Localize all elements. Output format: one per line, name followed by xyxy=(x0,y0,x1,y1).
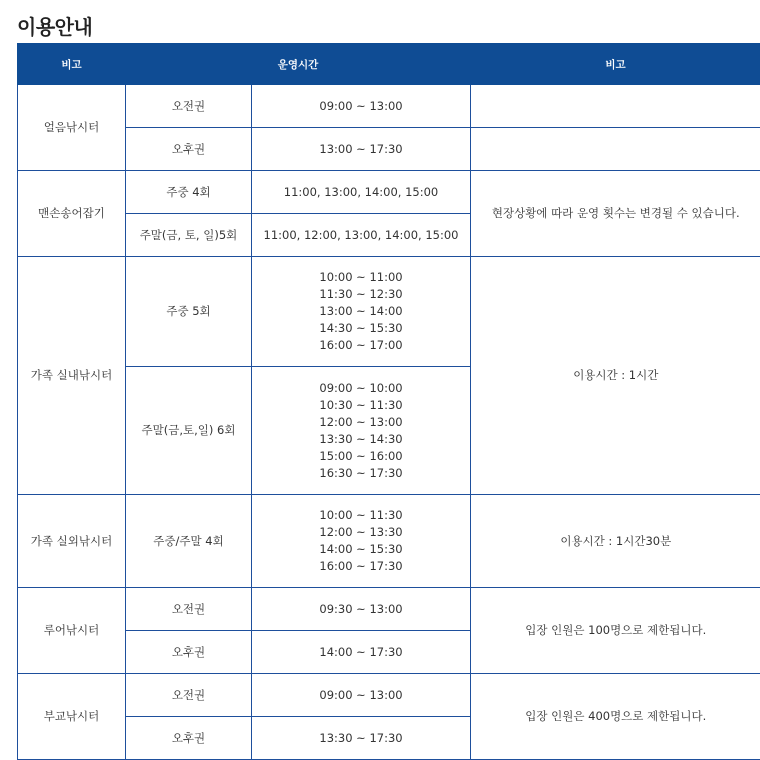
table-row xyxy=(18,674,760,717)
time-list xyxy=(252,495,471,588)
note-cell: 이용시간 : 1시간30분 xyxy=(471,495,760,588)
ticket-label: 오전권 xyxy=(126,674,252,717)
time-slot: 14:00 ~ 15:30 xyxy=(319,542,403,556)
table-row xyxy=(18,588,760,631)
time-slot: 13:00 ~ 14:00 xyxy=(319,304,403,318)
time-slot: 12:00 ~ 13:30 xyxy=(319,525,403,539)
table-row xyxy=(18,128,760,171)
time-slot: 12:00 ~ 13:00 xyxy=(319,414,403,429)
facility-name: 부교낚시터 xyxy=(18,674,126,760)
note-cell: 이용시간 : 1시간 xyxy=(471,257,760,495)
ticket-label: 오전권 xyxy=(126,588,252,631)
ticket-label: 오전권 xyxy=(126,85,252,128)
note-cell: 입장 인원은 100명으로 제한됩니다. xyxy=(471,588,760,674)
table-row xyxy=(18,171,760,214)
facility-name: 루어낚시터 xyxy=(18,588,126,674)
header-note: 비고 xyxy=(471,44,760,85)
facility-name: 맨손송어잡기 xyxy=(18,171,126,257)
time-slot: 13:30 ~ 14:30 xyxy=(319,431,403,446)
ticket-label: 주중/주말 4회 xyxy=(126,495,252,588)
ticket-time: 09:00 ~ 13:00 xyxy=(252,85,471,128)
ticket-time: 14:00 ~ 17:30 xyxy=(252,631,471,674)
note-cell xyxy=(471,85,760,128)
note-cell xyxy=(471,128,760,171)
ticket-label: 주말(금, 토, 일)5회 xyxy=(126,214,252,257)
time-slot: 16:30 ~ 17:30 xyxy=(319,465,403,480)
time-slot: 10:30 ~ 11:30 xyxy=(319,397,403,412)
ticket-time: 09:00 ~ 13:00 xyxy=(252,674,471,717)
schedule-table xyxy=(17,43,760,760)
ticket-time: 11:00, 12:00, 13:00, 14:00, 15:00 xyxy=(252,214,471,257)
time-list xyxy=(252,367,471,495)
time-slot: 15:00 ~ 16:00 xyxy=(319,448,403,463)
ticket-label: 주말(금,토,일) 6회 xyxy=(126,367,252,495)
facility-name: 가족 실외낚시터 xyxy=(18,495,126,588)
time-slot: 16:00 ~ 17:00 xyxy=(319,338,403,352)
table-row xyxy=(18,495,760,588)
ticket-label: 오후권 xyxy=(126,717,252,760)
facility-name: 가족 실내낚시터 xyxy=(18,257,126,495)
page-title: 이용안내 xyxy=(17,15,93,39)
table-header-row xyxy=(18,44,760,85)
facility-name: 얼음낚시터 xyxy=(18,85,126,171)
time-slot: 10:00 ~ 11:30 xyxy=(319,508,403,522)
header-hours: 운영시간 xyxy=(126,44,471,85)
ticket-label: 오후권 xyxy=(126,631,252,674)
ticket-time: 09:30 ~ 13:00 xyxy=(252,588,471,631)
ticket-label: 오후권 xyxy=(126,128,252,171)
ticket-time: 11:00, 13:00, 14:00, 15:00 xyxy=(252,171,471,214)
ticket-time: 13:00 ~ 17:30 xyxy=(252,128,471,171)
time-slot: 09:00 ~ 10:00 xyxy=(319,380,403,395)
table-row xyxy=(18,257,760,367)
note-cell: 입장 인원은 400명으로 제한됩니다. xyxy=(471,674,760,760)
time-slot: 14:30 ~ 15:30 xyxy=(319,321,403,335)
header-facility: 비고 xyxy=(18,44,126,85)
time-slot: 11:30 ~ 12:30 xyxy=(319,287,403,301)
note-cell: 현장상황에 따라 운영 횟수는 변경될 수 있습니다. xyxy=(471,171,760,257)
time-slot: 10:00 ~ 11:00 xyxy=(319,270,403,284)
time-list xyxy=(252,257,471,367)
ticket-label: 주중 5회 xyxy=(126,257,252,367)
time-slot: 16:00 ~ 17:30 xyxy=(319,559,403,573)
ticket-label: 주중 4회 xyxy=(126,171,252,214)
ticket-time: 13:30 ~ 17:30 xyxy=(252,717,471,760)
table-row xyxy=(18,85,760,128)
